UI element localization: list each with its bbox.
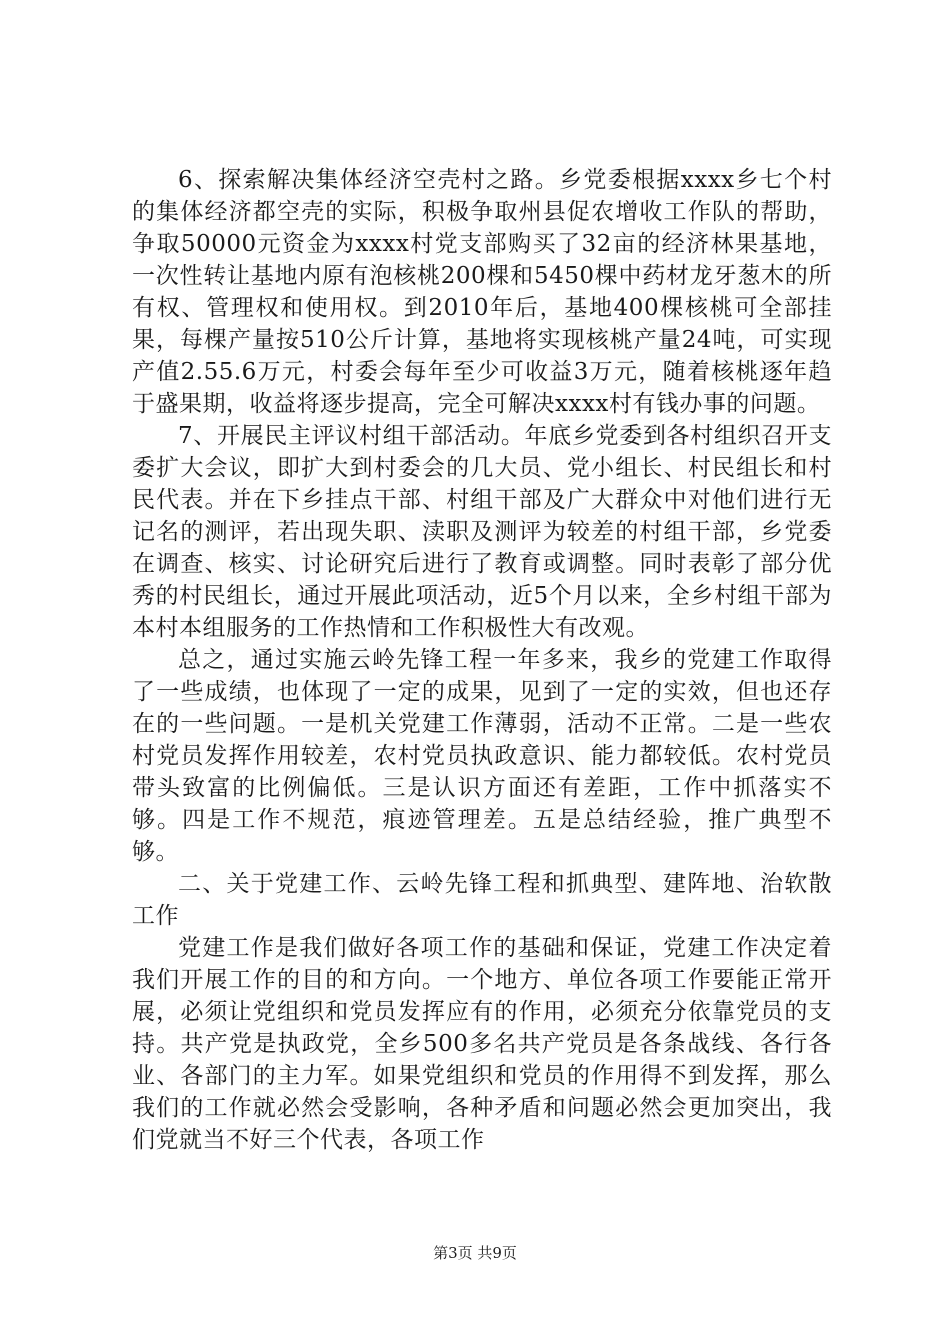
paragraph-item-7: 7、开展民主评议村组干部活动。年底乡党委到各村组织召开支委扩大会议，即扩大到村委会的几大员、党小组长、村民组长和村民代表。并在下乡挂点干部、村组干部及广大群众中对他们进行无记名的测评，若出现失职、渎职及测评为较差的村组干部，乡党委在调查、核实、讨论研究后进行了教育或调整。同时表彰了部分优秀的村民组长，通过开展此项活动，近5个月以来，全乡村组干部为本村本组服务的工作热情和工作积极性大有改观。 [132, 423, 832, 641]
page-number-footer: 第3页 共9页 [433, 1244, 517, 1262]
section-heading-2: 二、关于党建工作、云岭先锋工程和抓典型、建阵地、治软散工作 [132, 871, 832, 929]
paragraph-party-building: 党建工作是我们做好各项工作的基础和保证，党建工作决定着我们开展工作的目的和方向。一个地方、单位各项工作要能正常开展，必须让党组织和党员发挥应有的作用，必须充分依靠党员的支持。共产党是执政党，全乡500多名共产党员是各条战线、各行各业、各部门的主力军。如果党组织和党员的作用得不到发挥，那么我们的工作就必然会受影响，各种矛盾和问题必然会更加突出，我们党就当不好三个代表，各项工作 [132, 935, 832, 1153]
document-body [132, 164, 832, 1156]
paragraph-item-6: 6、探索解决集体经济空壳村之路。乡党委根据xxxx乡七个村的集体经济都空壳的实际，积极争取州县促农增收工作队的帮助，争取50000元资金为xxxx村党支部购买了32亩的经济林果基地，一次性转让基地内原有泡核桃200棵和5450棵中药材龙牙葱木的所有权、管理权和使用权。到2010年后，基地400棵核桃可全部挂果，每棵产量按510公斤计算，基地将实现核桃产量24吨，可实现产值2.55.6万元，村委会每年至少可收益3万元，随着核桃逐年趋于盛果期，收益将逐步提高，完全可解决xxxx村有钱办事的问题。 [132, 167, 832, 417]
paragraph-summary: 总之，通过实施云岭先锋工程一年多来，我乡的党建工作取得了一些成绩，也体现了一定的成果，见到了一定的实效，但也还存在的一些问题。一是机关党建工作薄弱，活动不正常。二是一些农村党员发挥作用较差，农村党员执政意识、能力都较低。农村党员带头致富的比例偏低。三是认识方面还有差距，工作中抓落实不够。四是工作不规范，痕迹管理差。五是总结经验，推广典型不够。 [132, 647, 832, 865]
